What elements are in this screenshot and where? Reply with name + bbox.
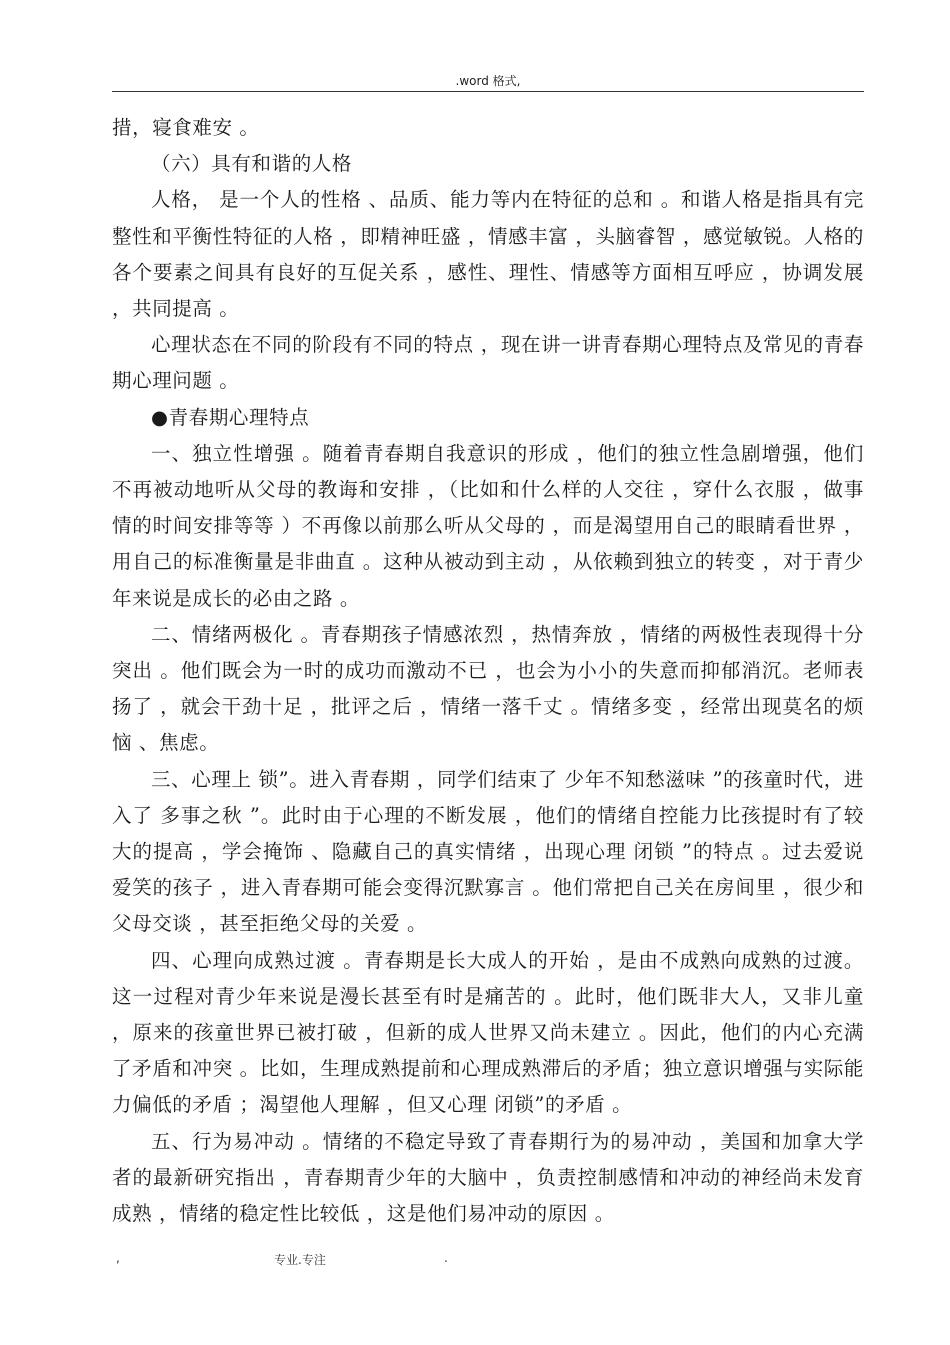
header-rule [112,91,864,92]
footer-center-text: 专业.专注 [274,1253,326,1267]
document-body [112,110,864,1232]
page-header: .word 格式, [455,74,521,88]
paragraph-intro-adolescence: 心理状态在不同的阶段有不同的特点 ，现在讲一讲青春期心理特点及常见的青春期心理问题 。 [112,333,864,393]
paragraph-emotion-polarization: 二、情绪两极化 。青春期孩子情感浓烈 ，热情奔放 ，情绪的两极性表现得十分突出 。他们既会为一时的成功而激动不已 ，也会为小小的失意而抑郁消沉。老师表扬了 ，就会干劲十足 ，批评之后 ，情绪一落千丈 。情绪多变 ，经常出现莫名的烦恼 、焦虑。 [112,622,864,755]
paragraph-transition-to-maturity: 四、心理向成熟过渡 。青春期是长大成人的开始 ，是由不成熟向成熟的过渡。这一过程对青少年来说是漫长甚至有时是痛苦的 。此时，他们既非大人，又非儿童 ，原来的孩童世界已被打破 ，但新的成人世界又尚未建立 。因此，他们的内心充满了矛盾和冲突 。比如，生理成熟提前和心理成熟滞后的矛盾；独立意识增强与实际能力偏低的矛盾 ；渴望他人理解 ，但又心理 闭锁”的矛盾 。 [112,948,864,1117]
paragraph-independence: 一、独立性增强 。随着青春期自我意识的形成 ，他们的独立性急剧增强，他们不再被动地听从父母的教诲和安排 ，（比如和什么样的人交往 ，穿什么衣服 ，做事情的时间安排等等 ）不再像以前那么听从父母的 ，而是渴望用自己的眼睛看世界 ，用自己的标准衡量是非曲直 。这种从被动到主动 ，从依赖到独立的转变 ，对于青少年来说是成长的必由之路 。 [112,441,864,610]
paragraph-personality: 人格， 是一个人的性格 、品质、能力等内在特征的总和 。和谐人格是指具有完整性和平衡性特征的人格 ，即精神旺盛 ，情感丰富 ，头脑睿智 ，感觉敏锐。人格的各个要素之间具有良好的互促关系 ，感性、理性、情感等方面相互呼应 ，协调发展 ，共同提高 。 [112,188,864,321]
footer-right-mark: . [444,1251,448,1265]
bullet-heading-adolescent-traits: ●青春期心理特点 [151,405,310,429]
paragraph-psychological-lock: 三、心理上 锁”。进入青春期 ，同学们结束了 少年不知愁滋味 ”的孩童时代，进入了 多事之秋 ”。此时由于心理的不断发展 ，他们的情绪自控能力比孩提时有了较大的提高 ，学会掩饰 、隐藏自己的真实情绪 ，出现心理 闭锁 ”的特点 。过去爱说爱笑的孩子 ，进入青春期可能会变得沉默寡言 。他们常把自己关在房间里 ，很少和父母交谈 ，甚至拒绝父母的关爱 。 [112,767,864,936]
paragraph-continuation: 措，寝食难安 。 [112,116,260,139]
footer-left-mark: , [116,1251,120,1265]
section-heading-harmonious-personality: （六）具有和谐的人格 [151,152,353,176]
paragraph-impulsive-behavior: 五、行为易冲动 。情绪的不稳定导致了青春期行为的易冲动 ，美国和加拿大学者的最新研究指出 ，青春期青少年的大脑中 ，负责控制感情和冲动的神经尚未发育成熟 ，情绪的稳定性比较低 ，这是他们易冲动的原因 。 [112,1129,864,1226]
